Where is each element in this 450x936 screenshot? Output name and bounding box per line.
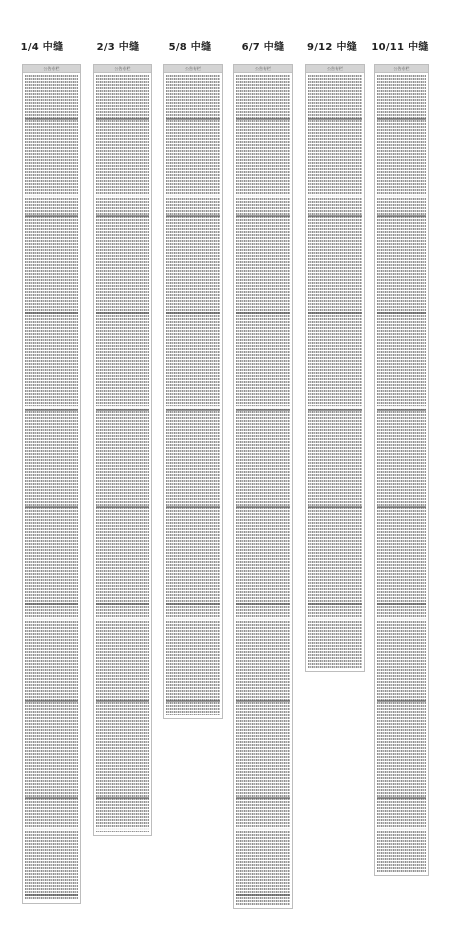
column-label-6: 10/11 中缝 [371, 42, 429, 53]
strip-header [164, 65, 222, 73]
strip-header [23, 65, 80, 73]
column-label-5: 9/12 中缝 [306, 42, 358, 53]
strip-text-block [308, 74, 362, 668]
column-label-4: 6/7 中缝 [241, 42, 285, 53]
strip-text-block [236, 74, 290, 905]
strip-header-title: 公告专栏 [393, 65, 410, 71]
strip-header [306, 65, 364, 73]
strip-header [375, 65, 428, 73]
newspaper-gutter-strip-6 [374, 64, 429, 876]
strip-text-block [25, 74, 78, 900]
column-label-2: 2/3 中缝 [96, 42, 140, 53]
newspaper-gutter-strip-4 [233, 64, 293, 909]
strip-text-block [96, 74, 149, 832]
strip-header [234, 65, 292, 73]
strip-text-block [166, 74, 220, 715]
strip-header [94, 65, 151, 73]
column-label-1: 1/4 中缝 [20, 42, 64, 53]
strip-text-block [377, 74, 426, 872]
strip-header-title: 公告专栏 [43, 65, 60, 71]
newspaper-gutter-strip-3 [163, 64, 223, 719]
newspaper-gutter-strip-5 [305, 64, 365, 672]
strip-header-title: 公告专栏 [327, 65, 343, 71]
strip-header-title: 公告专栏 [114, 65, 131, 71]
newspaper-gutter-strip-2 [93, 64, 152, 836]
strip-header-title: 公告专栏 [255, 65, 271, 71]
newspaper-gutter-strip-1 [22, 64, 81, 904]
column-label-3: 5/8 中缝 [168, 42, 212, 53]
strip-header-title: 公告专栏 [185, 65, 201, 71]
